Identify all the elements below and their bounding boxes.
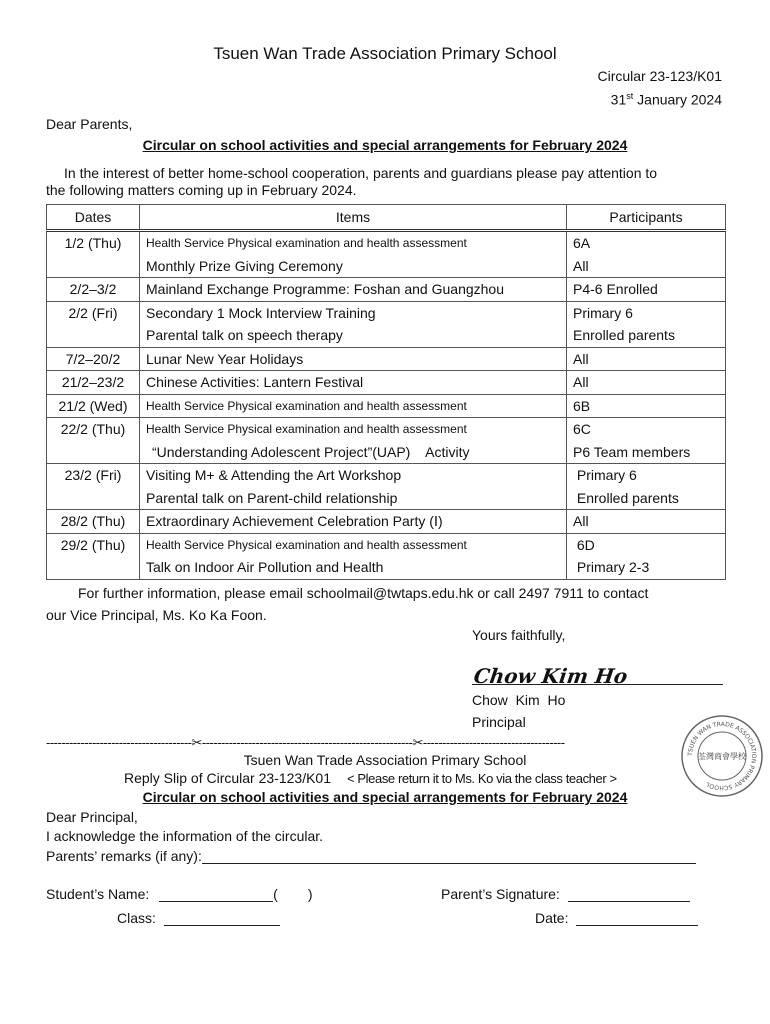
row-item: Visiting M+ & Attending the Art Workshop bbox=[140, 464, 567, 487]
row-date: 28/2 (Thu) bbox=[47, 510, 140, 534]
row-item: Parental talk on Parent-child relationship bbox=[140, 487, 567, 510]
class-row bbox=[117, 909, 280, 926]
row-participants: Primary 6 bbox=[567, 301, 726, 324]
row-participants: Enrolled parents bbox=[567, 487, 726, 510]
class-number-close-paren: ) bbox=[307, 886, 313, 902]
row-item: Health Service Physical examination and health assessment bbox=[140, 418, 567, 441]
row-date: 2/2–3/2 bbox=[47, 278, 140, 302]
row-date bbox=[47, 487, 140, 510]
date-field[interactable] bbox=[576, 909, 698, 926]
date-day: 31 bbox=[610, 91, 627, 108]
date-label: Date: bbox=[535, 910, 569, 926]
parent-signature-row bbox=[441, 885, 690, 902]
table-row bbox=[47, 533, 726, 556]
date-month-year: January 2024 bbox=[633, 91, 722, 108]
student-name-field[interactable] bbox=[159, 885, 273, 902]
row-date bbox=[47, 556, 140, 579]
row-item: Health Service Physical examination and health assessment bbox=[140, 394, 567, 418]
intro-line-2: the following matters coming up in February 2024. bbox=[46, 182, 357, 198]
row-participants: P6 Team members bbox=[567, 441, 726, 464]
row-participants: All bbox=[567, 347, 726, 371]
table-header-row bbox=[47, 205, 726, 231]
row-item: Lunar New Year Holidays bbox=[140, 347, 567, 371]
remarks-row bbox=[46, 847, 696, 864]
table-row bbox=[47, 371, 726, 395]
signer-name: Chow Kim Ho bbox=[472, 692, 566, 708]
row-item: Mainland Exchange Programme: Foshan and Guangzhou bbox=[140, 278, 567, 302]
stamp-center-text: 荃灣商會學校 bbox=[698, 752, 746, 761]
row-item: Health Service Physical examination and health assessment bbox=[140, 533, 567, 556]
row-participants: All bbox=[567, 255, 726, 278]
table-row bbox=[47, 301, 726, 324]
reply-salutation: Dear Principal, bbox=[46, 809, 138, 825]
row-item: Parental talk on speech therapy bbox=[140, 324, 567, 347]
row-participants: All bbox=[567, 371, 726, 395]
table-row bbox=[47, 347, 726, 371]
row-participants: P4-6 Enrolled bbox=[567, 278, 726, 302]
remarks-field[interactable] bbox=[202, 847, 696, 864]
school-name-title: Tsuen Wan Trade Association Primary School bbox=[213, 44, 557, 63]
reply-slip-circular: Reply Slip of Circular 23-123/K01 bbox=[124, 770, 331, 786]
table-row bbox=[47, 464, 726, 487]
row-date: 21/2–23/2 bbox=[47, 371, 140, 395]
row-date: 22/2 (Thu) bbox=[47, 418, 140, 441]
salutation: Dear Parents, bbox=[46, 116, 133, 132]
row-participants: 6C bbox=[567, 418, 726, 441]
schedule-table bbox=[46, 204, 726, 580]
header-items: Items bbox=[140, 205, 567, 231]
table-row bbox=[47, 231, 726, 255]
closing-phrase: Yours faithfully, bbox=[472, 627, 566, 643]
row-participants: Primary 6 bbox=[567, 464, 726, 487]
parent-signature-field[interactable] bbox=[568, 885, 690, 902]
row-item: Health Service Physical examination and health assessment bbox=[140, 231, 567, 255]
row-participants: 6D bbox=[567, 533, 726, 556]
table-row bbox=[47, 255, 726, 278]
row-participants: 6B bbox=[567, 394, 726, 418]
table-row bbox=[47, 324, 726, 347]
table-row bbox=[47, 278, 726, 302]
row-item: “Understanding Adolescent Project”(UAP) Activity bbox=[140, 441, 567, 464]
row-date: 2/2 (Fri) bbox=[47, 301, 140, 324]
row-item: Extraordinary Achievement Celebration Party (Ⅰ) bbox=[140, 510, 567, 534]
row-participants: 6A bbox=[567, 231, 726, 255]
reply-slip-title bbox=[124, 770, 617, 786]
table-row bbox=[47, 556, 726, 579]
student-name-row bbox=[46, 885, 312, 902]
circular-date bbox=[611, 91, 722, 108]
table-row bbox=[47, 487, 726, 510]
row-date: 29/2 (Thu) bbox=[47, 533, 140, 556]
cut-line: --------------------------------------✂-------------------------------------------------------✂------------------------------------- bbox=[46, 735, 565, 750]
principal-signature: Chow Kim Ho bbox=[472, 664, 630, 688]
circular-subject: Circular on school activities and special arrangements for February 2024 bbox=[142, 137, 628, 153]
row-participants: Primary 2-3 bbox=[567, 556, 726, 579]
intro-line-1: In the interest of better home-school cooperation, parents and guardians please pay attention to bbox=[64, 165, 658, 181]
row-participants: Enrolled parents bbox=[567, 324, 726, 347]
remarks-label: Parents’ remarks (if any): bbox=[46, 848, 202, 864]
row-date bbox=[47, 441, 140, 464]
class-number-open-paren: ( bbox=[273, 886, 278, 902]
row-item: Talk on Indoor Air Pollution and Health bbox=[140, 556, 567, 579]
circular-number: Circular 23-123/K01 bbox=[597, 68, 722, 84]
header-participants: Participants bbox=[567, 205, 726, 231]
class-field[interactable] bbox=[164, 909, 280, 926]
return-note: < Please return it to Ms. Ko via the class teacher > bbox=[347, 771, 617, 786]
further-info-line-1: For further information, please email schoolmail@twtaps.edu.hk or call 2497 7911 to contact bbox=[78, 585, 649, 601]
reply-subject: Circular on school activities and special arrangements for February 2024 bbox=[142, 789, 628, 805]
row-date bbox=[47, 255, 140, 278]
signature-line bbox=[472, 684, 723, 685]
signer-title: Principal bbox=[472, 714, 526, 730]
row-date: 23/2 (Fri) bbox=[47, 464, 140, 487]
date-suffix: st bbox=[626, 91, 634, 101]
row-item: Chinese Activities: Lantern Festival bbox=[140, 371, 567, 395]
row-date: 7/2–20/2 bbox=[47, 347, 140, 371]
table-row bbox=[47, 394, 726, 418]
row-date: 21/2 (Wed) bbox=[47, 394, 140, 418]
further-info-line-2: our Vice Principal, Ms. Ko Ka Foon. bbox=[46, 607, 267, 623]
row-date: 1/2 (Thu) bbox=[47, 231, 140, 255]
parent-signature-label: Parent’s Signature: bbox=[441, 886, 560, 902]
table-row bbox=[47, 418, 726, 441]
row-item: Monthly Prize Giving Ceremony bbox=[140, 255, 567, 278]
date-row bbox=[535, 909, 698, 926]
table-row bbox=[47, 441, 726, 464]
student-name-label: Student’s Name: bbox=[46, 886, 150, 902]
row-item: Secondary 1 Mock Interview Training bbox=[140, 301, 567, 324]
table-row bbox=[47, 510, 726, 534]
acknowledge-text: I acknowledge the information of the circular. bbox=[46, 828, 324, 844]
row-date bbox=[47, 324, 140, 347]
class-label: Class: bbox=[117, 910, 156, 926]
reply-school-name: Tsuen Wan Trade Association Primary School bbox=[243, 752, 527, 768]
row-participants: All bbox=[567, 510, 726, 534]
header-dates: Dates bbox=[47, 205, 140, 231]
stamp-ring-text: TSUEN WAN TRADE ASSOCIATION PRIMARY SCHOOL bbox=[686, 720, 758, 792]
